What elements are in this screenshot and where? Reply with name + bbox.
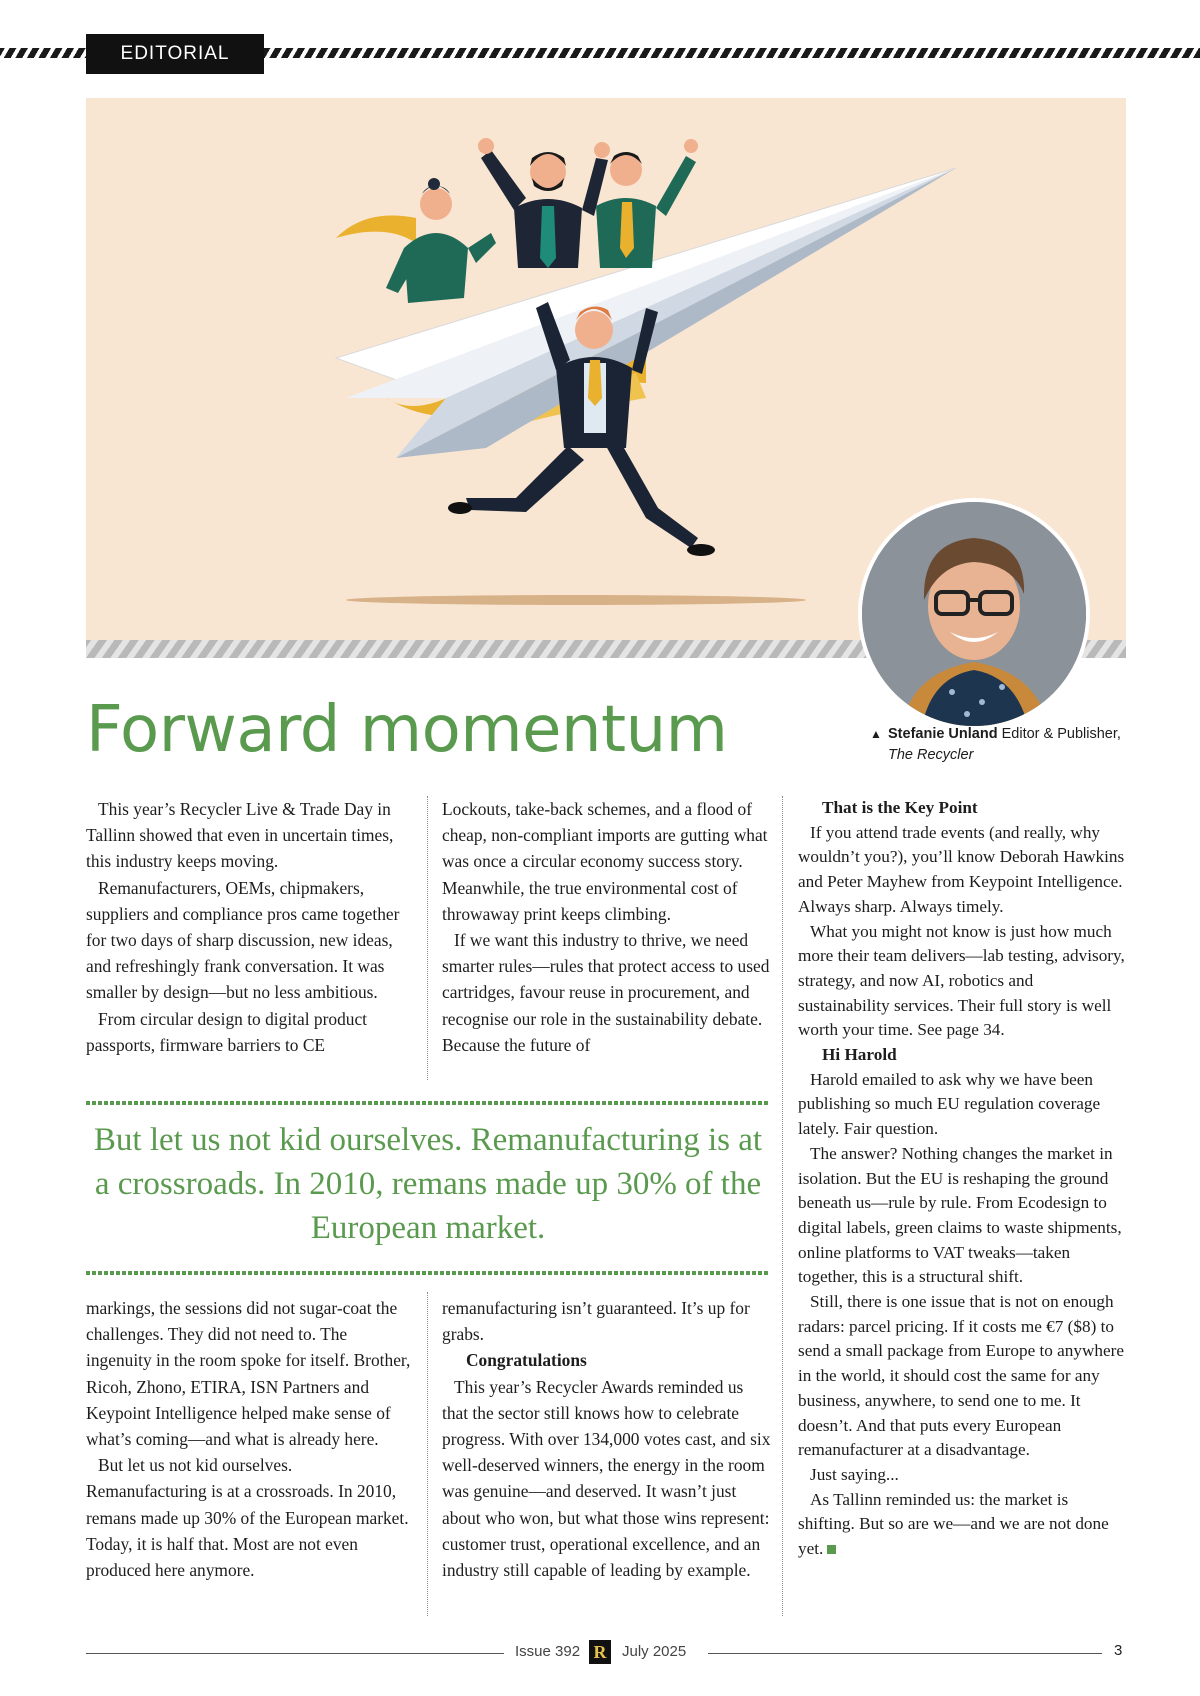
publication-name: The Recycler	[888, 747, 974, 763]
subheading-congratulations: Congratulations	[466, 1350, 587, 1371]
paragraph: This year’s Recycler Awards reminded us that the sector still knows how to celebrate progress. With over 134,000 votes cast, and six well-deserved winners, the energy in the room was genuine—and deserved. It wasn’t just about who won, but what those wins represent: customer trust, operational excellence, and an industry still capable of leading by example.	[442, 1376, 771, 1581]
caption-triangle-icon: ▲	[870, 727, 882, 741]
paragraph: What you might not know is just how much more their team delivers—lab testing, advisory, strategy, and now AI, robotics and sustainability services. Their full story is well worth your time. See page 34.	[798, 921, 1125, 1040]
paragraph: If you attend trade events (and really, why wouldn’t you?), you’ll know Deborah Hawkins and Peter Mayhew from Keypoint Intelligence. Always sharp. Always timely.	[798, 822, 1125, 916]
paragraph: The answer? Nothing changes the market in isolation. But the EU is reshaping the ground beneath us—rule by rule. From Ecodesign to digital labels, green claims to waste shipments, online platforms to VAT tweaks—taken together, this is a structural shift.	[798, 1143, 1122, 1287]
footer-date: July 2025	[622, 1643, 687, 1660]
column-divider	[427, 796, 428, 1080]
recycler-logo-icon: R	[589, 1640, 611, 1664]
column-1-bottom	[86, 1295, 416, 1583]
subheading-hi-harold: Hi Harold	[822, 1045, 897, 1065]
page-number: 3	[1114, 1642, 1123, 1659]
closing-text: As Tallinn reminded us: the market is shifting. But so are we—and we are not done yet.	[798, 1489, 1109, 1559]
end-of-article-icon	[827, 1545, 836, 1554]
paragraph: Remanufacturers, OEMs, chipmakers, suppliers and compliance pros came together for two days of sharp discussion, new ideas, and refreshingly frank conversation. It was smaller by design—but no less ambitious.	[86, 877, 400, 1003]
column-divider	[427, 1292, 428, 1616]
paragraph: Harold emailed to ask why we have been publishing so much EU regulation coverage lately. Fair question.	[798, 1069, 1101, 1139]
footer-rule-left	[86, 1653, 504, 1654]
paragraph: Still, there is one issue that is not on enough radars: parcel pricing. If it costs me €7 ($8) to send a small package from Europe to anywhere in the world, it should cost the same for any business, anywhere, to send one to me. It doesn’t. And that puts every European remanufacturer at a disadvantage.	[798, 1292, 1124, 1460]
paragraph: From circular design to digital product passports, firmware barriers to CE	[86, 1008, 368, 1055]
footer-issue: Issue 392	[515, 1643, 581, 1660]
pullquote-rule-bottom	[86, 1271, 770, 1275]
paragraph: remanufacturing isn’t guaranteed. It’s up for grabs.	[442, 1298, 750, 1345]
paragraph: Just saying...	[810, 1464, 899, 1484]
article-headline: Forward momentum	[86, 693, 728, 767]
editor-name: Stefanie Unland	[888, 726, 998, 742]
paragraph: But let us not kid ourselves. Remanufacturing is at a crossroads. In 2010, remans made up 30% of the European market. Today, it is half that. Most are not even produced here anymore.	[86, 1455, 409, 1581]
paragraph	[798, 1488, 1128, 1562]
pullquote-rule-top	[86, 1101, 770, 1105]
portrait-caption	[870, 724, 1130, 766]
column-2-bottom	[442, 1295, 772, 1583]
editor-portrait	[858, 498, 1090, 730]
paragraph: If we want this industry to thrive, we need smarter rules—rules that protect access to used cartridges, favour reuse in procurement, and recognise our role in the sustainability debate. Because the future of	[442, 930, 770, 1055]
column-3	[798, 796, 1128, 1562]
column-2-top	[442, 796, 772, 1058]
paragraph: This year’s Recycler Live & Trade Day in Tallinn showed that even in uncertain times, this industry keeps moving.	[86, 799, 394, 872]
column-1-top	[86, 796, 412, 1058]
pullquote: But let us not kid ourselves. Remanufacturing is at a crossroads. In 2010, remans made up 30% of the European market.	[93, 1122, 763, 1246]
column-divider	[782, 796, 783, 1616]
editor-role: Editor & Publisher,	[997, 726, 1121, 742]
footer-rule-right	[708, 1653, 1102, 1654]
section-label: EDITORIAL	[86, 34, 264, 74]
paragraph: Lockouts, take-back schemes, and a flood of cheap, non-compliant imports are gutting what was once a circular economy success story. Meanwhile, the true environmental cost of throwaway print keeps climbing.	[442, 799, 768, 924]
subheading-key-point: That is the Key Point	[822, 798, 978, 817]
paragraph: markings, the sessions did not sugar-coat the challenges. They did not need to. The ingenuity in the room spoke for itself. Brother, Ricoh, Zhono, ETIRA, ISN Partners and Keypoint Intelligence helped make sense of what’s coming—and what is already here.	[86, 1298, 411, 1450]
